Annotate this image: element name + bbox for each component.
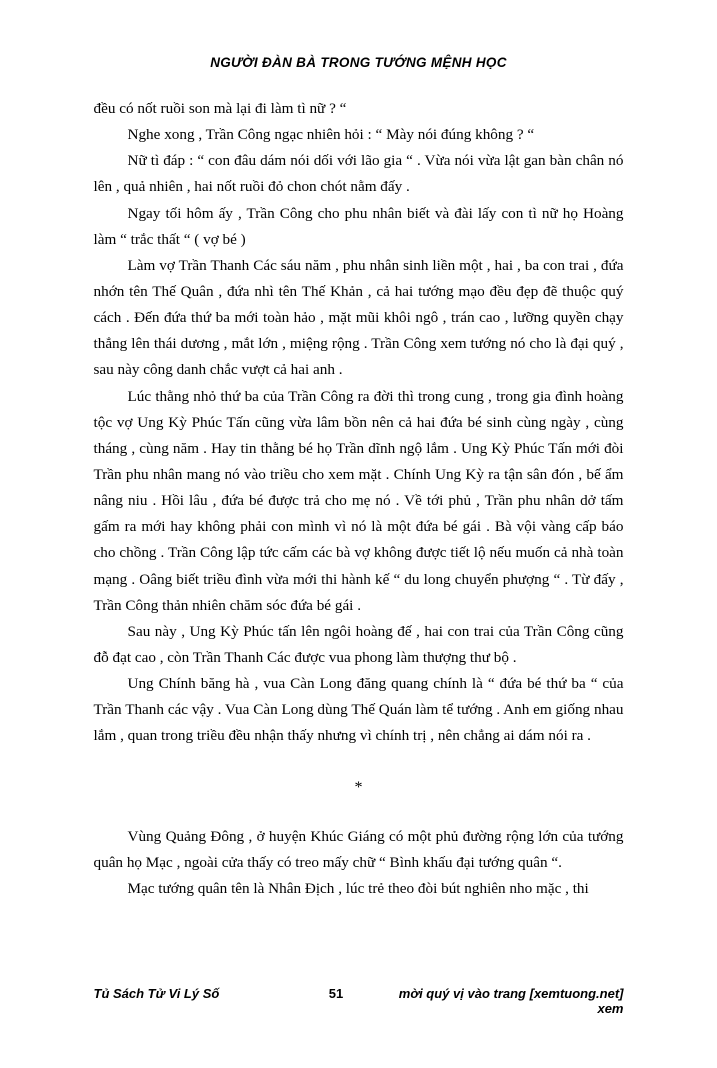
page-body — [94, 70, 624, 902]
document-page — [0, 55, 717, 1068]
paragraph: đều có nốt ruồi son mà lại đi làm tì nữ ? “ — [93, 100, 347, 117]
paragraph: Làm vợ Trần Thanh Các sáu năm , phu nhân sinh liền một , hai , ba con trai , đứa nhớn tên Thế Quân , đứa nhì tên Thế Khản , cả hai tướng mạo đều đẹp đẽ thuộc quý cách . Đến đứa thứ ba mới toàn hảo , mặt mũi khôi ngô , trán cao , lưỡng quyền chạy thẳng lên thái dương , mắt lớn , miệng rộng . Trần Công xem tướng nó cho là đại quý , sau này công danh chắc vượt cả hai anh . — [93, 256, 624, 379]
paragraph: Mạc tướng quân tên là Nhân Địch , lúc trẻ theo đòi bút nghiên nho mặc , thi — [127, 879, 589, 897]
paragraph: Sau này , Ung Kỳ Phúc tấn lên ngôi hoàng đế , hai con trai của Trần Công cũng đỗ đạt cao , còn Trần Thanh Các được vua phong làm thượng thư bộ . — [93, 622, 624, 666]
page-number: 51 — [328, 986, 344, 1001]
paragraph: Nghe xong , Trần Công ngạc nhiên hỏi : “ Mày nói đúng không ? “ — [127, 126, 535, 144]
paragraph: Ung Chính băng hà , vua Càn Long đăng quang chính là “ đứa bé thứ ba “ của Trần Thanh các vậy . Vua Càn Long dùng Thế Quán làm tể tướng . Anh em giống nhau lắm , quan trong triều đều nhận thấy nhưng vì chính trị , nên chẳng ai dám nói ra . — [93, 675, 624, 745]
paragraph: Vùng Quảng Đông , ở huyện Khúc Giáng có một phủ đường rộng lớn của tướng quân họ Mạc , ngoài cửa thấy có treo mấy chữ “ Bình khấu đại tướng quân “. — [93, 827, 624, 871]
running-head: NGƯỜI ĐÀN BÀ TRONG TƯỚNG MỆNH HỌC — [210, 55, 507, 70]
footer-website-note: mời quý vị vào trang [xemtuong.net] xem — [398, 986, 624, 1016]
footer-publisher: Tủ Sách Tử Vi Lý Số — [93, 986, 220, 1001]
paragraph: Lúc thằng nhỏ thứ ba của Trần Công ra đời thì trong cung , trong gia đình hoàng tộc vợ Ung Kỳ Phúc Tấn cũng vừa lâm bồn nên cả hai đứa bé sinh cùng ngày , cùng tháng , cùng năm . Hay tin thằng bé họ Trần dĩnh ngộ lắm . Ung Kỳ Phúc Tấn mới đòi Trần phu nhân mang nó vào triều cho xem mặt . Chính Ung Kỳ ra tận sân đón , bế ẩm nâng niu . Hồi lâu , đứa bé được trả cho mẹ nó . Về tới phủ , Trần phu nhân dở tấm gấm ra mới hay không phải con mình vì nó là một đứa bé gái . Bà vội vàng cấp báo cho chồng . Trần Công lập tức cấm các bà vợ không được tiết lộ nếu muốn cả nhà toàn mạng . Oâng biết triều đình vừa mới thi hành kế “ du long chuyển phượng “ . Từ đấy , Trần Công thản nhiên chăm sóc đứa bé gái . — [93, 387, 624, 614]
paragraph: Ngay tối hôm ấy , Trần Công cho phu nhân biết và đài lấy con tì nữ họ Hoàng làm “ trắc thất “ ( vợ bé ) — [93, 204, 624, 248]
section-separator: * — [354, 778, 363, 796]
paragraph: Nữ tì đáp : “ con đâu dám nói dối với lão gia “ . Vừa nói vừa lật gan bàn chân nó lên , quả nhiên , hai nốt ruồi đỏ chon chót nằm đấy . — [93, 152, 624, 196]
page-footer — [94, 986, 624, 1016]
